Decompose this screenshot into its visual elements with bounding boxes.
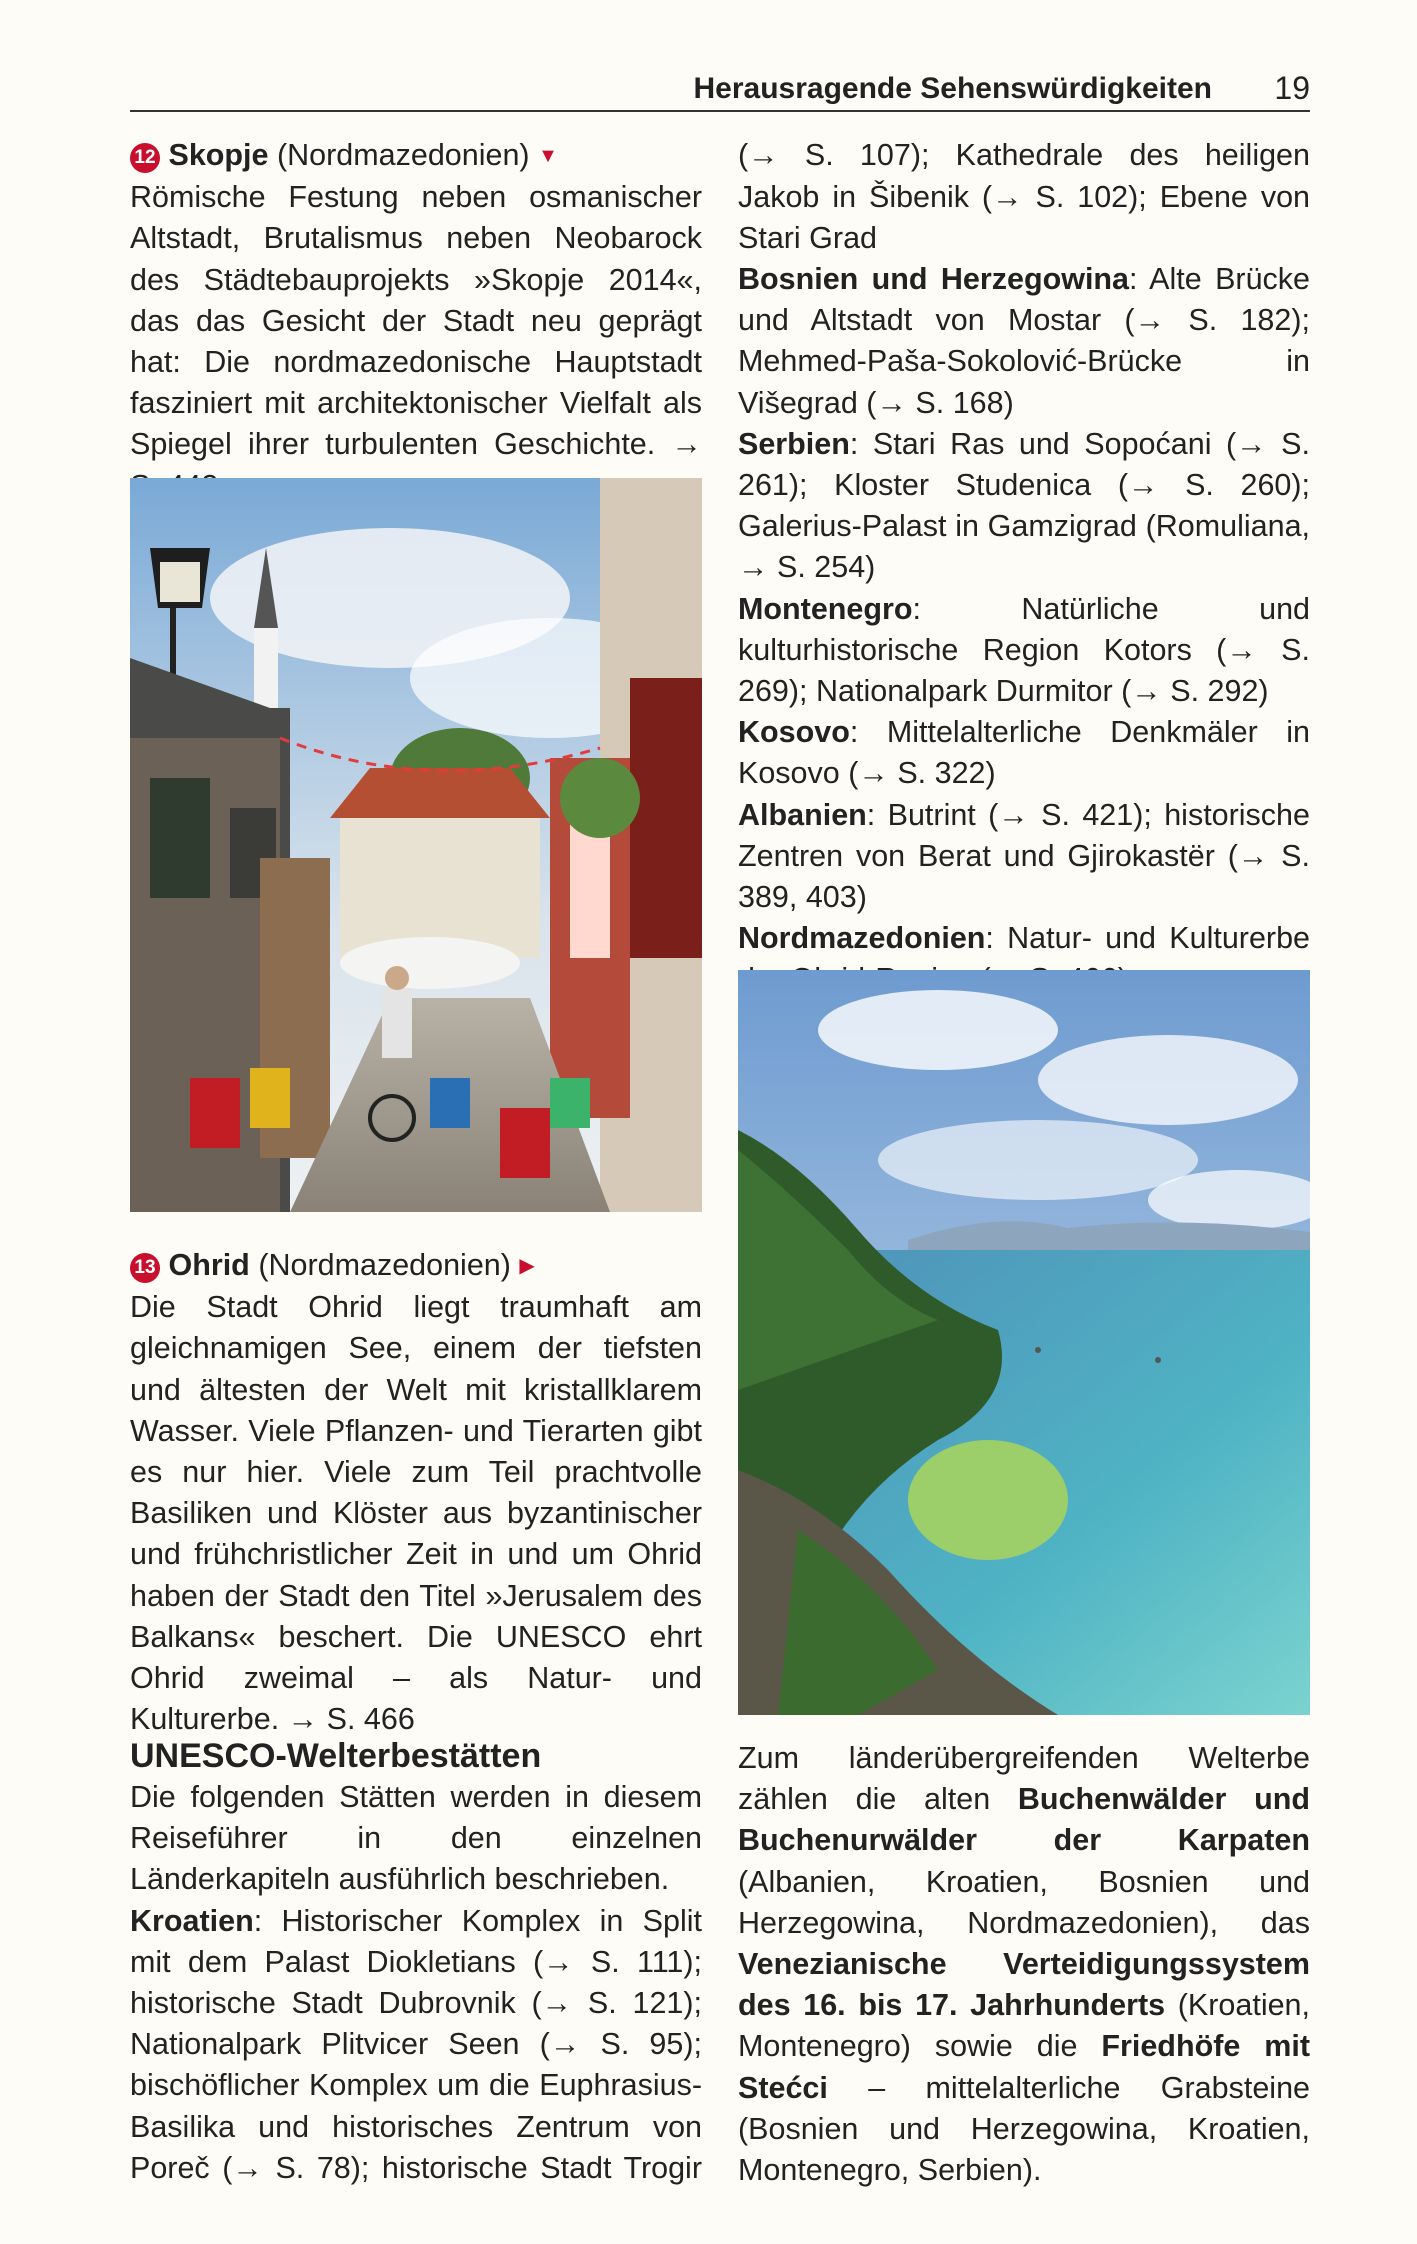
country-label: Kroatien (130, 1903, 254, 1938)
ohrid-lake-photo (738, 970, 1310, 1715)
unesco-kroatien (130, 1901, 702, 2188)
country-label: Albanien (738, 797, 867, 832)
heritage-name: Friedhöfe mit Stećci (738, 2029, 1310, 2105)
ohrid-entry (130, 1245, 702, 1740)
country-label: Serbien (738, 426, 850, 461)
country-label: Montenegro (738, 591, 913, 626)
unesco-bosnien (738, 259, 1310, 424)
country-sites: : Historischer Komplex in Split mit dem Palast Diokletians (→ S. 111); historische Stadt Dubrovnik (→ S. 121); Nationalpark Plitvicer Seen (→ S. 95); bischöflicher Komplex um die Euphrasius-Basilika und historisches Zentrum von Poreč (→ S. 78); historische Stadt Trogir (130, 1903, 702, 2185)
unesco-albanien (738, 795, 1310, 919)
entry-marker-13: 13 (130, 1253, 160, 1283)
country-label: Bosnien und Herzegowina (738, 262, 1130, 296)
heritage-name: Buchenwälder und Buchenurwälder der Karpaten (738, 1782, 1310, 1858)
unesco-list-continued (738, 135, 1310, 1001)
triangle-right-icon: ▶ (519, 1255, 535, 1277)
unesco-intro: Die folgenden Stätten werden in diesem Reiseführer in den einzelnen Länderkapiteln ausführlich beschrieben. (130, 1780, 702, 1897)
country-sites: : Natürliche und kulturhistorische Region Kotors (→ S. 269); Nationalpark Durmitor (→ S. 292) (738, 591, 1310, 709)
transnational-heritage (738, 1738, 1310, 2191)
country-sites: : Alte Brücke und Altstadt von Mostar (→ S. 182); Mehmed-Paša-Sokolović-Brücke in Višegrad (→ S. 168) (738, 262, 1310, 420)
section-title: Herausragende Sehenswürdigkeiten (693, 72, 1212, 105)
entry-title: Skopje (168, 138, 269, 172)
transnational-text: Zum länderübergreifenden Welterbe zählen die alten Buchenwälder und Buchenurwälder der Karpaten (Albanien, Kroatien, Bosnien und Herzegowina, Nordmazedonien), das Venezianische Verteidigungssystem des 16. bis 17. Jahrhunderts (Kroatien, Montenegro) sowie die Friedhöfe mit Stećci – mittelalterliche Grabsteine (Bosnien und Herzegowina, Kroatien, Montenegro, Serbien). (738, 1741, 1310, 2188)
unesco-montenegro (738, 589, 1310, 713)
entry-title: Ohrid (168, 1248, 250, 1282)
unesco-kosovo (738, 712, 1310, 794)
country-sites: : Butrint (→ S. 421); historische Zentren von Berat und Gjirokastër (→ S. 389, 403) (738, 797, 1310, 915)
entry-country: (Nordmazedonien) (276, 138, 530, 172)
country-sites: : Stari Ras und Sopoćani (→ S. 261); Kloster Studenica (→ S. 260); Galerius-Palast in Gamzigrad (Romuliana, → S. 254) (738, 426, 1310, 585)
skopje-photo (130, 478, 702, 1212)
entry-country: (Nordmazedonien) (258, 1248, 511, 1282)
unesco-serbien (738, 424, 1310, 589)
country-label: Kosovo (738, 715, 850, 750)
page-number: 19 (1274, 70, 1310, 106)
page-header (130, 66, 1310, 112)
country-sites: : Mittelalterliche Denkmäler in Kosovo (→ S. 322) (738, 715, 1310, 791)
unesco-kroatien-continued: (→ S. 107); Kathedrale des heiligen Jakob in Šibenik (→ S. 102); Ebene von Stari Grad (738, 138, 1310, 255)
heritage-name: Venezianische Verteidigungssystem des 16. bis 17. Jahrhunderts (738, 1947, 1310, 2023)
entry-text: Römische Festung neben osmanischer Altstadt, Brutalismus neben Neobarock des Städtebauprojekts »Skopje 2014«, das das Gesicht der Stadt neu geprägt hat: Die nordmazedonische Hauptstadt fasziniert mit architektonischer Vielfalt als Spiegel ihrer turbulenten Geschichte. → (130, 180, 702, 462)
skopje-entry (130, 135, 702, 507)
country-label: Nordmazedonien (738, 921, 986, 956)
entry-marker-12: 12 (130, 143, 160, 173)
unesco-section (130, 1735, 702, 2188)
country-sites: : Natur- und Kulturerbe (985, 921, 1310, 956)
unesco-heading: UNESCO-Welterbestätten (130, 1737, 542, 1775)
triangle-down-icon: ▼ (538, 145, 558, 167)
entry-text: Die Stadt Ohrid liegt traumhaft am gleichnamigen See, einem der tiefsten und ältesten der Welt mit kristallklarem Wasser. Viele Pflanzen- und Tierarten gibt es nur hier. Viele zum Teil prachtvolle Basiliken und Klöster aus byzantinischer und frühchristlicher Zeit in und um Ohrid haben der Stadt den Titel »Jerusalem des Balkans« beschert. Die UNESCO ehrt Ohrid zweimal – als Natur- und Kulturerbe. → S. 466 (130, 1290, 702, 1737)
